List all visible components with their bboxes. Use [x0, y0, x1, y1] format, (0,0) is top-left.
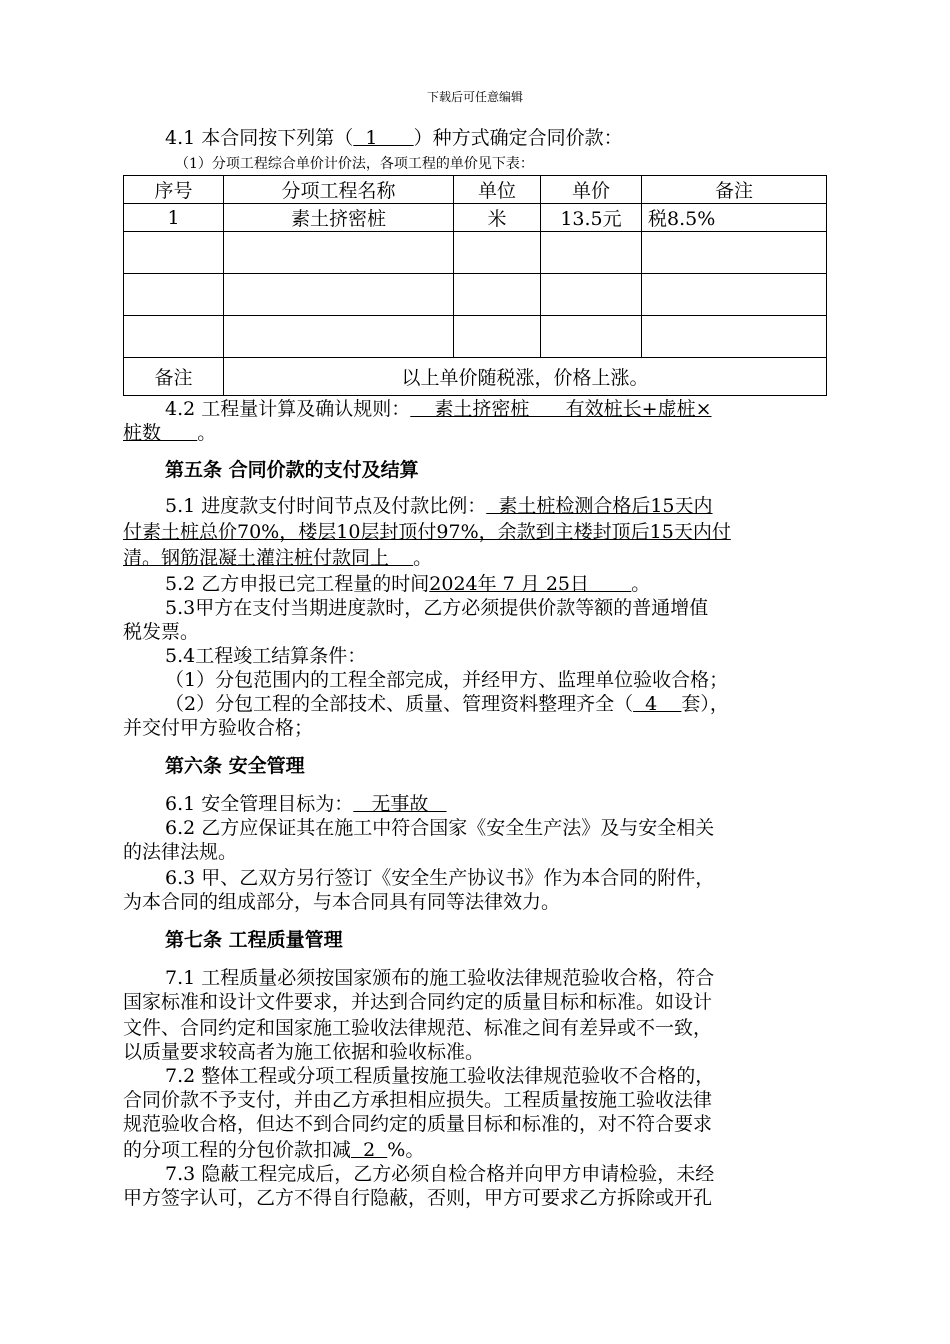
clause-5-1-line3: 清。钢筋混凝土灌注桩付款同上 。 [123, 547, 433, 569]
clause-5-3-cont: 税发票。 [123, 621, 200, 643]
clause-5-2: 5.2 乙方申报已完工程量的时间2024年 7 月 25日 。 [165, 573, 651, 595]
clause-7-3-cont: 甲方签字认可，乙方不得自行隐蔽，否则，甲方可要求乙方拆除或开孔 [123, 1187, 713, 1209]
clause-4-2-cont: 桩数 。 [123, 422, 217, 444]
clause-5-4: 5.4工程竣工结算条件： [165, 645, 367, 667]
table-row-empty [124, 232, 827, 274]
clause-6-3: 6.3 甲、乙双方另行签订《安全生产协议书》作为本合同的附件， [165, 867, 715, 889]
section-5-heading: 第五条 合同价款的支付及结算 [165, 459, 419, 481]
clause-5-3: 5.3甲方在支付当期进度款时，乙方必须提供价款等额的普通增值 [165, 597, 709, 619]
clause-4-1: 4.1 本合同按下列第（ 1 ）种方式确定合同价款： [165, 127, 623, 149]
clause-4-2: 4.2 工程量计算及确认规则： 素土挤密桩 有效桩长+虚桩× [165, 398, 712, 420]
clause-6-2: 6.2 乙方应保证其在施工中符合国家《安全生产法》及与安全相关 [165, 817, 715, 839]
clause-5-4-1: （1）分包范围内的工程全部完成，并经甲方、监理单位验收合格； [165, 669, 729, 691]
table-header-row: 序号 分项工程名称 单位 单价 备注 [124, 176, 827, 204]
clause-5-1-line2: 付素土桩总价70%，楼层10层封顶付97%，余款到主楼封顶后15天内付 [123, 521, 731, 543]
clause-7-2-line4: 的分项工程的分包价款扣减 2 %。 [123, 1139, 425, 1161]
clause-7-1-line3: 文件、合同约定和国家施工验收法律规范、标准之间有差异或不一致， [123, 1017, 713, 1039]
section-6-heading: 第六条 安全管理 [165, 755, 305, 777]
page-header: 下载后可任意编辑 [426, 90, 523, 104]
table-row-empty [124, 316, 827, 358]
clause-7-1-line4: 以质量要求较高者为施工依据和验收标准。 [123, 1041, 485, 1063]
table-row-empty [124, 274, 827, 316]
clause-5-4-2: （2）分包工程的全部技术、质量、管理资料整理齐全（ 4 套）， [165, 693, 729, 715]
clause-5-4-2-cont: 并交付甲方验收合格； [123, 717, 314, 739]
clause-6-2-cont: 的法律法规。 [123, 841, 238, 863]
price-table [123, 175, 827, 396]
clause-7-1-line2: 国家标准和设计文件要求，并达到合同约定的质量目标和标准。如设计 [123, 991, 713, 1013]
clause-7-2-line2: 合同价款不予支付，并由乙方承担相应损失。工程质量按施工验收法律 [123, 1089, 713, 1111]
table-remark-row: 备注 以上单价随税涨，价格上涨。 [124, 358, 827, 396]
clause-5-1: 5.1 进度款支付时间节点及付款比例： 素土桩检测合格后15天内 [165, 495, 713, 517]
section-7-heading: 第七条 工程质量管理 [165, 929, 343, 951]
clause-4-1-sub: （1）分项工程综合单价计价法，各项工程的单价见下表： [175, 156, 534, 172]
table-row: 1 素土挤密桩 米 13.5元 税8.5% [124, 204, 827, 232]
clause-7-3: 7.3 隐蔽工程完成后，乙方必须自检合格并向甲方申请检验，未经 [165, 1163, 715, 1185]
clause-6-3-cont: 为本合同的组成部分，与本合同具有同等法律效力。 [123, 891, 561, 913]
clause-6-1: 6.1 安全管理目标为： 无事故 [165, 793, 447, 815]
clause-7-1: 7.1 工程质量必须按国家颁布的施工验收法律规范验收合格，符合 [165, 967, 715, 989]
clause-7-2-line3: 规范验收合格，但达不到合同约定的质量目标和标准的，对不符合要求 [123, 1113, 713, 1135]
clause-7-2: 7.2 整体工程或分项工程质量按施工验收法律规范验收不合格的， [165, 1065, 715, 1087]
